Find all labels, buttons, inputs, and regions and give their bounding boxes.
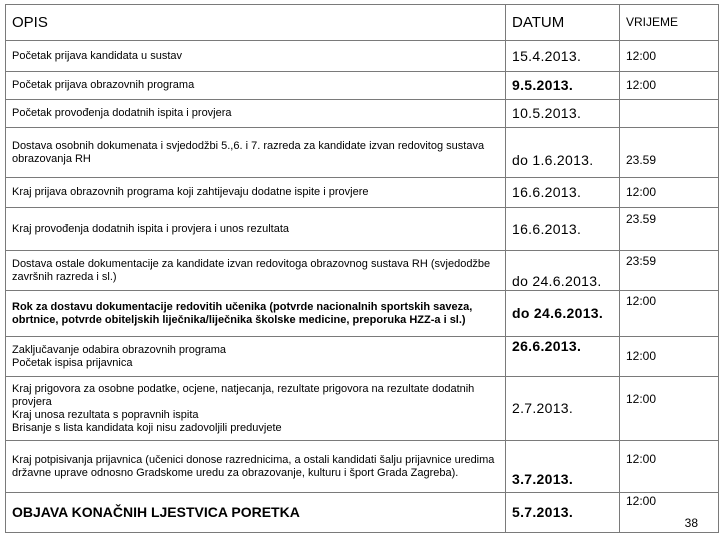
row-date: 2.7.2013. — [506, 377, 620, 441]
table-row — [6, 208, 719, 251]
row-time: 23.59 — [620, 128, 719, 178]
row-description: Dostava ostale dokumentacije za kandidate izvan redovitoga obrazovnog sustava RH (svjedodžbe završnih razreda i sl.) — [6, 251, 506, 291]
row-time: 12:00 — [620, 178, 719, 208]
table-row — [6, 41, 719, 72]
row-date: 10.5.2013. — [506, 100, 620, 128]
row-time: 12:00 — [620, 41, 719, 72]
row-date: 26.6.2013. — [506, 337, 620, 377]
row-description: Dostava osobnih dokumenata i svjedodžbi 5.,6. i 7. razreda za kandidate izvan redovitog sustava obrazovanja RH — [6, 128, 506, 178]
table-row — [6, 337, 719, 377]
row-date: do 24.6.2013. — [506, 291, 620, 337]
table-row — [6, 178, 719, 208]
schedule-table — [5, 4, 719, 533]
row-description: Rok za dostavu dokumentacije redovitih učenika (potvrde nacionalnih sportskih saveza, obrtnice, potvrde obiteljskih liječnika/liječnika školske medicine, preporuka HZZ-a i sl.) — [6, 291, 506, 337]
row-date: 3.7.2013. — [506, 441, 620, 493]
row-date: do 24.6.2013. — [506, 251, 620, 291]
table-row — [6, 72, 719, 100]
table-row — [6, 128, 719, 178]
row-date: 16.6.2013. — [506, 178, 620, 208]
row-date: 5.7.2013. — [506, 493, 620, 533]
row-time: 12:00 — [620, 337, 719, 377]
row-description: Početak provođenja dodatnih ispita i provjera — [6, 100, 506, 128]
table-row — [6, 100, 719, 128]
row-date: 9.5.2013. — [506, 72, 620, 100]
header-datum: DATUM — [506, 5, 620, 41]
row-time: 23:59 — [620, 251, 719, 291]
row-description: Kraj prijava obrazovnih programa koji zahtijevaju dodatne ispite i provjere — [6, 178, 506, 208]
table-row — [6, 291, 719, 337]
row-description: Početak prijava kandidata u sustav — [6, 41, 506, 72]
row-time: 12:00 — [620, 441, 719, 493]
row-time: 12:00 — [620, 72, 719, 100]
row-date: 15.4.2013. — [506, 41, 620, 72]
header-opis: OPIS — [6, 5, 506, 41]
row-date: do 1.6.2013. — [506, 128, 620, 178]
row-description: Kraj potpisivanja prijavnica (učenici donose razrednicima, a ostali kandidati šalju prijavnice uredima državne uprave odnosno Gradskome uredu za obrazovanje, kulturu i šport Grada Zagreba). — [6, 441, 506, 493]
page-number: 38 — [684, 516, 698, 530]
table-row — [6, 493, 719, 533]
table-row — [6, 377, 719, 441]
row-time: 23.59 — [620, 208, 719, 251]
row-description: OBJAVA KONAČNIH LJESTVICA PORETKA — [6, 493, 506, 533]
row-time: 12:00 — [620, 377, 719, 441]
row-description: Kraj prigovora za osobne podatke, ocjene, natjecanja, rezultate prigovora na rezultate dodatnih provjera Kraj unosa rezultata s popravnih ispita Brisanje s lista kandidata koji nisu zadovoljili preduvjete — [6, 377, 506, 441]
row-description: Početak prijava obrazovnih programa — [6, 72, 506, 100]
row-time — [620, 100, 719, 128]
row-date: 16.6.2013. — [506, 208, 620, 251]
row-description: Kraj provođenja dodatnih ispita i provjera i unos rezultata — [6, 208, 506, 251]
row-time: 12:00 — [620, 291, 719, 337]
table-row — [6, 251, 719, 291]
table-row — [6, 441, 719, 493]
header-vrijeme: VRIJEME — [620, 5, 719, 41]
table-header-row — [6, 5, 719, 41]
row-description: Zaključavanje odabira obrazovnih programa Početak ispisa prijavnica — [6, 337, 506, 377]
row-time: 12:00 — [620, 493, 719, 533]
